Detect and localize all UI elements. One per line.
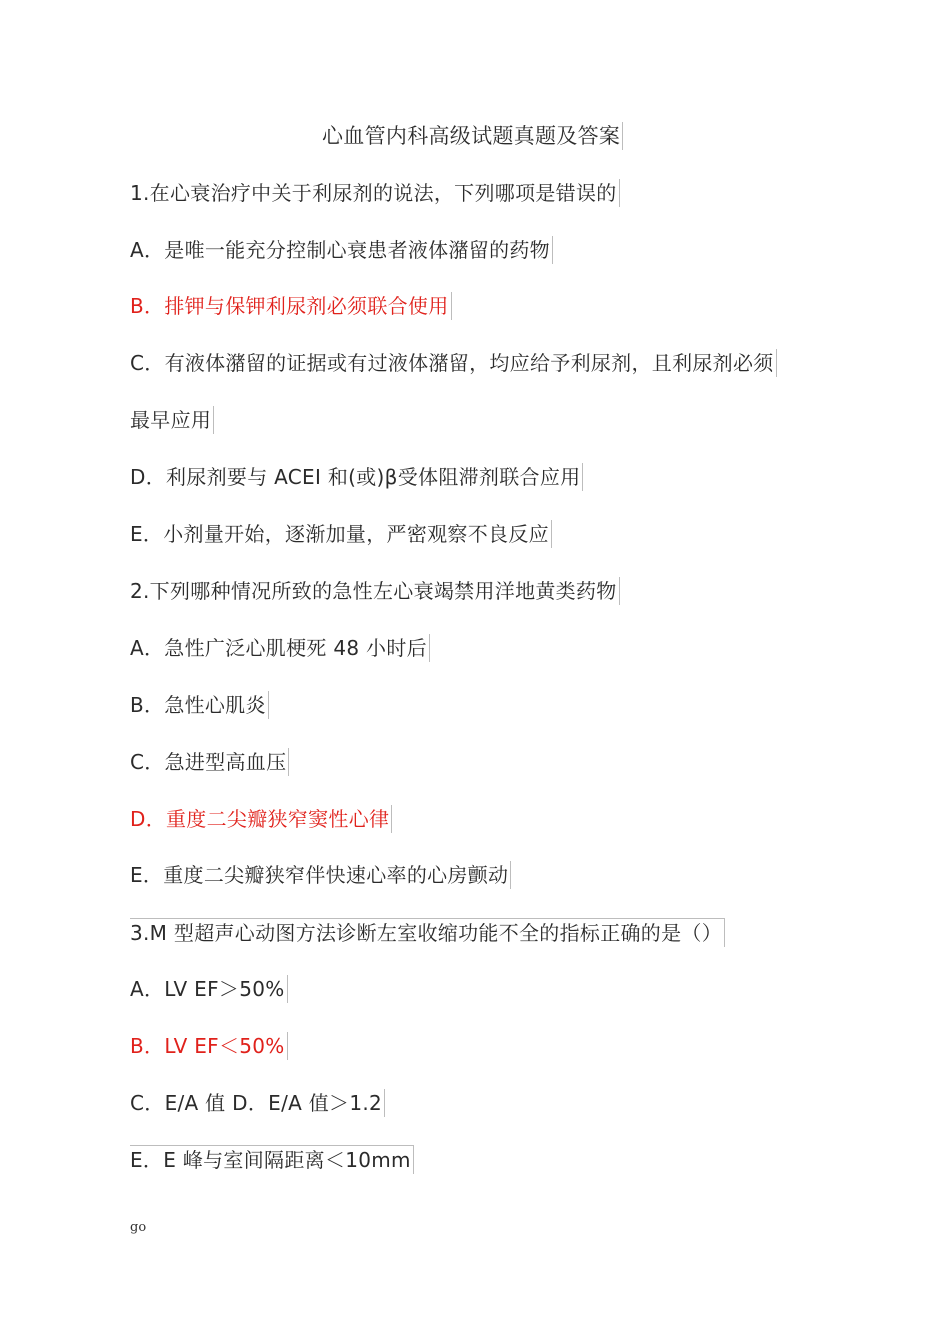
question-3-option-b-correct: B．LV EF＜50% bbox=[130, 1032, 288, 1060]
question-3-option-a: A．LV EF＞50% bbox=[130, 975, 288, 1003]
question-2-option-d-correct: D．重度二尖瓣狭窄窦性心律 bbox=[130, 805, 392, 833]
question-1: 1.在心衰治疗中关于利尿剂的说法，下列哪项是错误的 bbox=[130, 179, 620, 207]
question-1-option-c-continued: 最早应用 bbox=[130, 406, 214, 434]
question-2-option-c: C．急进型高血压 bbox=[130, 748, 289, 776]
question-1-option-e: E．小剂量开始，逐渐加量，严密观察不良反应 bbox=[130, 520, 552, 548]
question-1-option-b-correct: B．排钾与保钾利尿剂必须联合使用 bbox=[130, 292, 452, 320]
question-1-option-d: D．利尿剂要与 ACEI 和(或)β受体阻滞剂联合应用 bbox=[130, 463, 583, 491]
question-1-option-c: C．有液体潴留的证据或有过液体潴留，均应给予利尿剂，且利尿剂必须 bbox=[130, 349, 777, 377]
question-1-option-a: A．是唯一能充分控制心衰患者液体潴留的药物 bbox=[130, 236, 553, 264]
question-2-option-e: E．重度二尖瓣狭窄伴快速心率的心房颤动 bbox=[130, 861, 511, 889]
question-3: 3.M 型超声心动图方法诊断左室收缩功能不全的指标正确的是（） bbox=[130, 918, 725, 947]
page-footer: go bbox=[130, 1220, 147, 1235]
question-2-option-a: A．急性广泛心肌梗死 48 小时后 bbox=[130, 634, 430, 662]
question-3-option-e: E．E 峰与室间隔距离＜10mm bbox=[130, 1145, 414, 1174]
question-2: 2.下列哪种情况所致的急性左心衰竭禁用洋地黄类药物 bbox=[130, 577, 620, 605]
document-title: 心血管内科高级试题真题及答案 bbox=[322, 122, 623, 150]
question-3-option-c-d: C．E/A 值 D．E/A 值＞1.2 bbox=[130, 1089, 385, 1117]
question-2-option-b: B．急性心肌炎 bbox=[130, 691, 269, 719]
